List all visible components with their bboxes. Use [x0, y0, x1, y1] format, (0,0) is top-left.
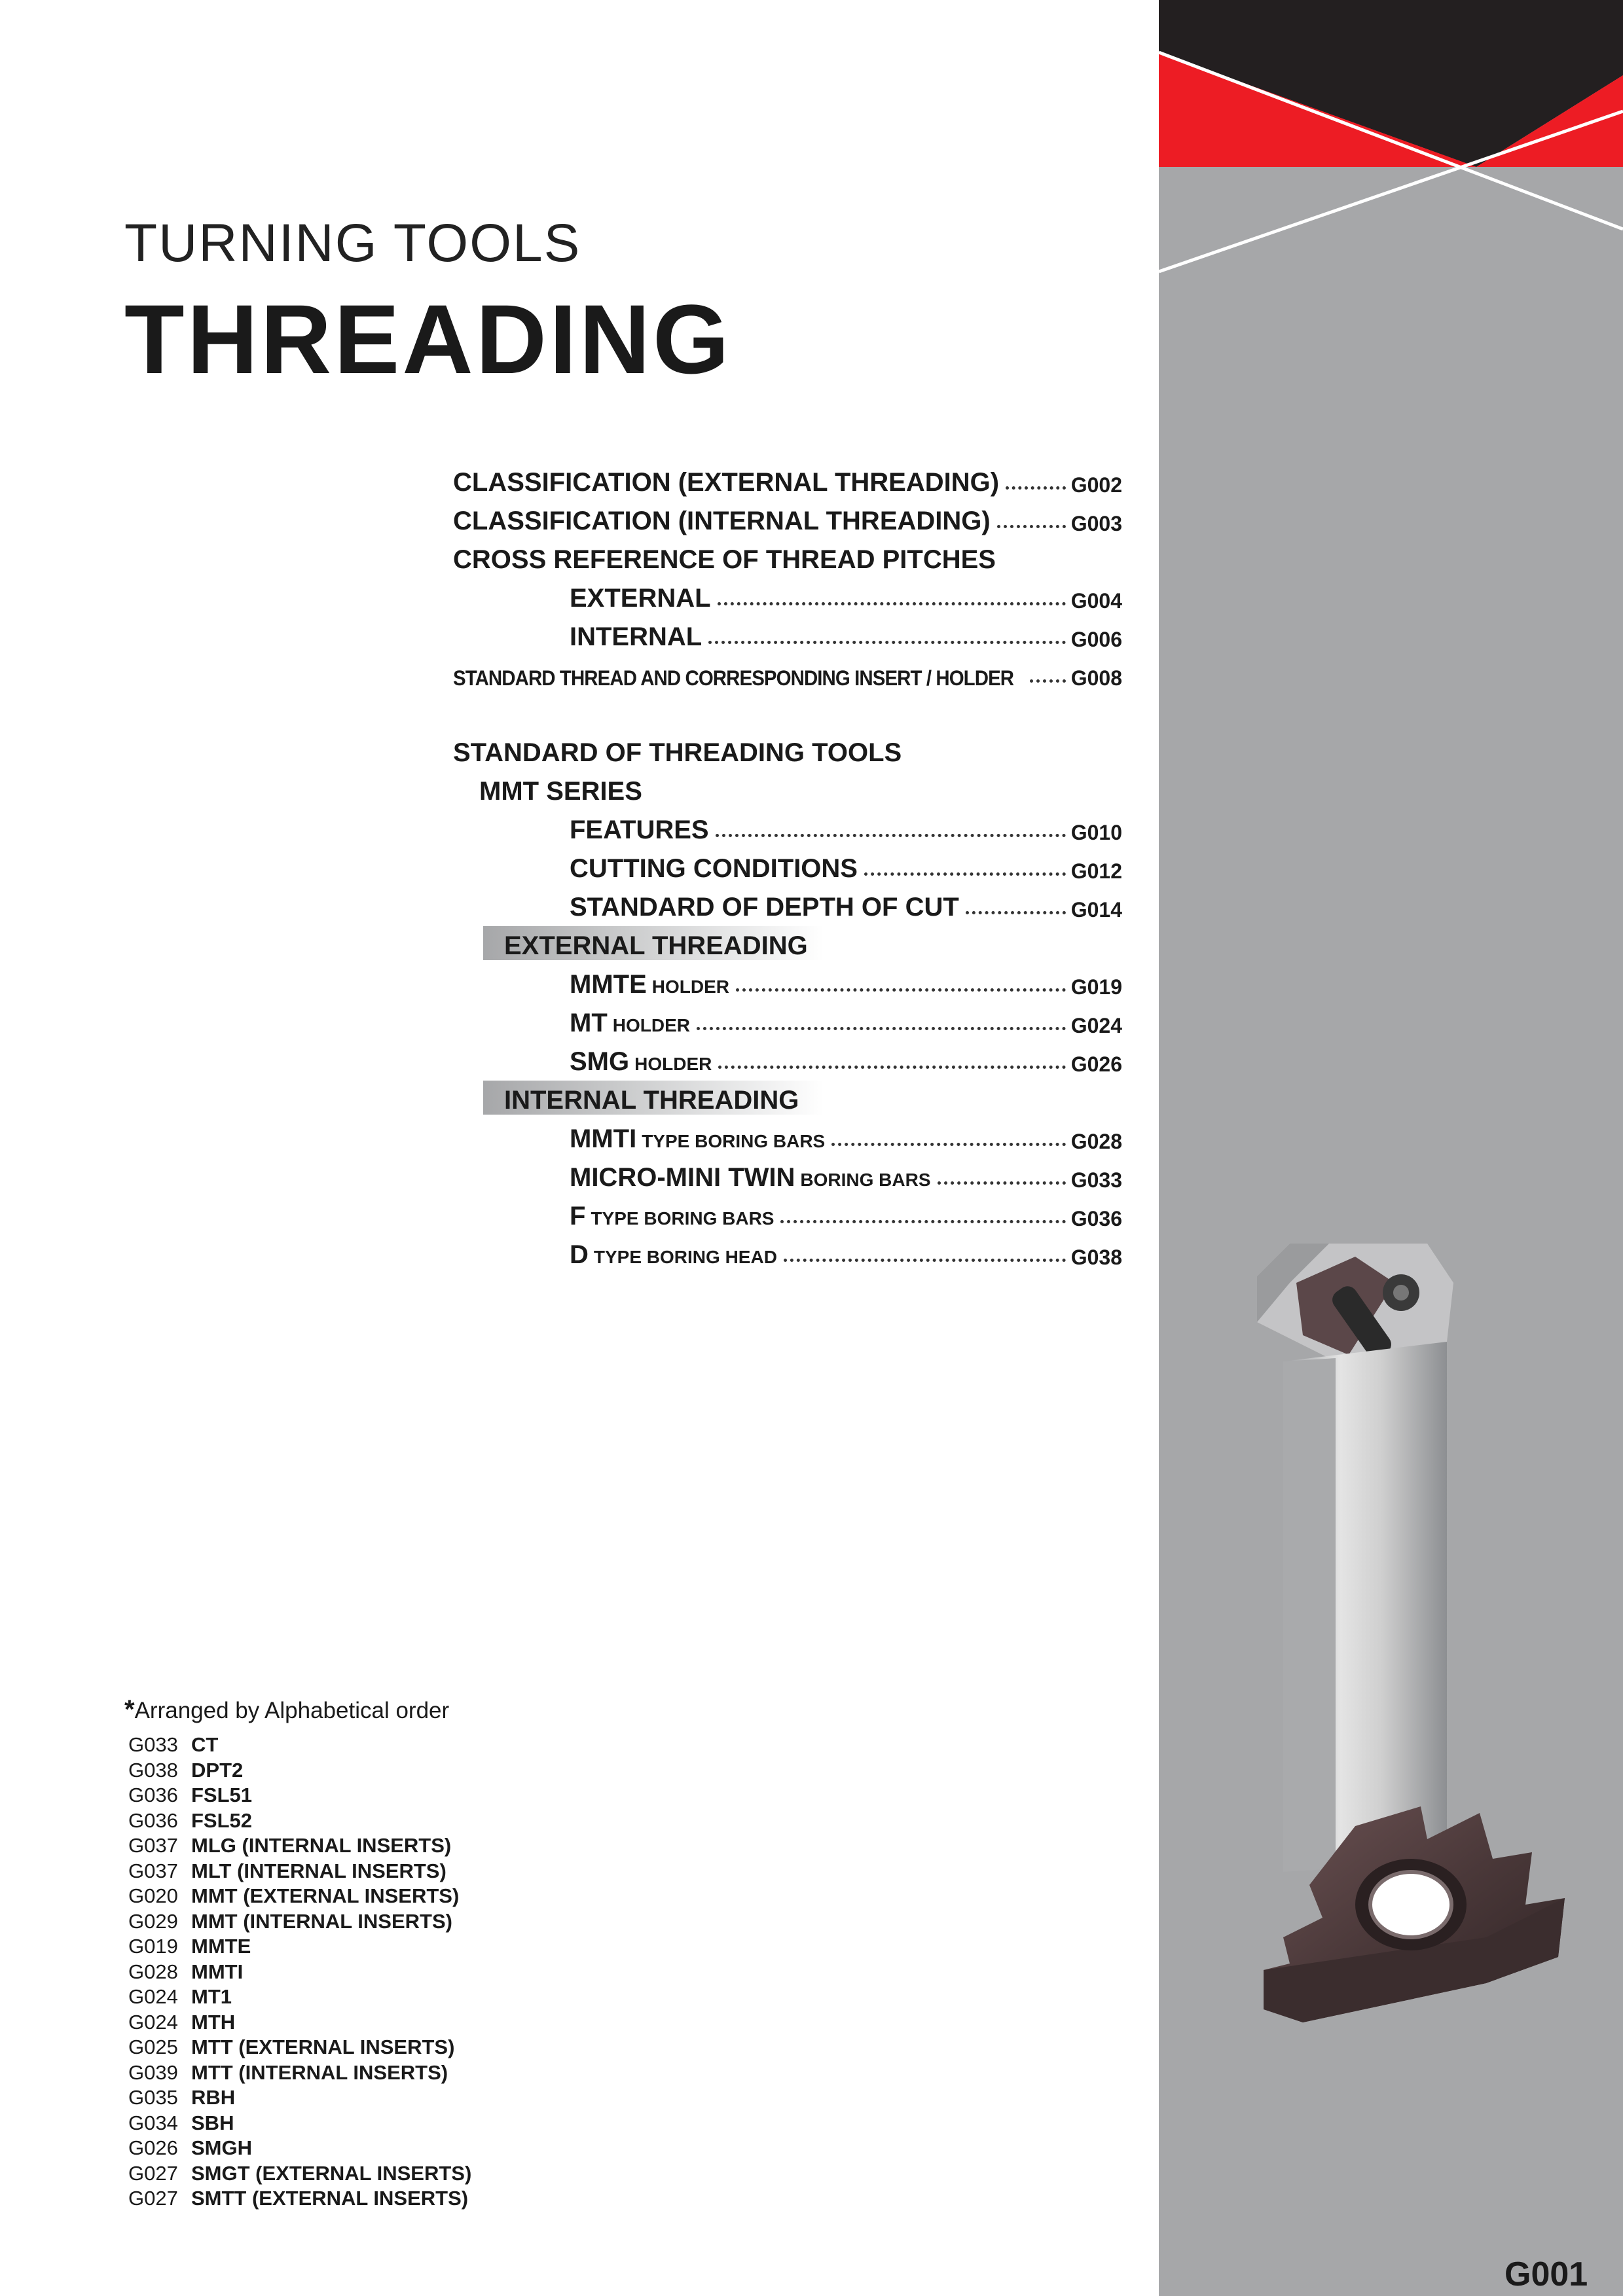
alphabetical-heading: [124, 1695, 449, 1725]
toc-page: G026: [1070, 1052, 1122, 1076]
toc-row-classification-external[interactable]: [453, 458, 1122, 497]
asterisk: *: [124, 1695, 135, 1724]
toc-label: EXTERNAL: [570, 584, 711, 613]
toc-row-micro-mini-twin[interactable]: [570, 1153, 1122, 1193]
toc-heading-mmt-series: [479, 767, 642, 806]
index-page-code: G024: [128, 2010, 178, 2034]
toc-page: G038: [1070, 1246, 1122, 1269]
toc-row-cutting-conditions[interactable]: [570, 844, 1122, 884]
index-item[interactable]: [128, 2036, 471, 2061]
toc-label: [570, 1124, 825, 1154]
toc-label-sub: HOLDER: [612, 1015, 690, 1035]
toc-label: MMT SERIES: [479, 777, 642, 806]
index-page-code: G038: [128, 1758, 178, 1782]
toc-row-f-type[interactable]: [570, 1192, 1122, 1231]
toc-heading-internal-threading: [504, 1076, 799, 1115]
toc-label-main: MMTI: [570, 1124, 637, 1153]
index-product-name: MTT (INTERNAL INSERTS): [191, 2060, 448, 2084]
leader-dots: [784, 1259, 1066, 1262]
toc-page: G019: [1070, 975, 1122, 999]
toc-heading-external-threading: [504, 922, 808, 961]
toc-label: [570, 1202, 774, 1231]
toc-label-sub: HOLDER: [651, 977, 729, 997]
toc-label: EXTERNAL THREADING: [504, 931, 808, 960]
index-product-name: CT: [191, 1733, 219, 1756]
index-page-code: G036: [128, 1784, 178, 1806]
leader-dots: [831, 1143, 1066, 1146]
index-item[interactable]: [128, 1834, 471, 1859]
index-product-name: MLG (INTERNAL INSERTS): [191, 1834, 452, 1857]
index-page-code: G025: [128, 2036, 178, 2058]
index-product-name: FSL52: [191, 1808, 253, 1832]
index-page-code: G028: [128, 1960, 178, 1983]
index-item[interactable]: [128, 2136, 471, 2162]
toc-page: G033: [1070, 1168, 1122, 1192]
toc-label: INTERNAL: [570, 622, 702, 651]
leader-dots: [716, 834, 1066, 837]
toc-label-main: MMTE: [570, 970, 647, 999]
toc-label: STANDARD OF DEPTH OF CUT: [570, 893, 959, 922]
index-product-name: SMTT (EXTERNAL INSERTS): [191, 2187, 469, 2210]
index-item[interactable]: [128, 1935, 471, 1960]
index-product-name: MMTI: [191, 1960, 244, 1983]
toc-row-features[interactable]: [570, 806, 1122, 845]
toc-heading-cross-reference: [453, 535, 996, 575]
alphabetical-heading-text: Arranged by Alphabetical order: [134, 1698, 450, 1723]
index-product-name: MTT (EXTERNAL INSERTS): [191, 2036, 455, 2058]
index-item[interactable]: [128, 2111, 471, 2137]
index-product-name: MMT (INTERNAL INSERTS): [191, 1909, 452, 1933]
toc-page: G003: [1070, 512, 1122, 535]
toc-row-classification-internal[interactable]: [453, 497, 1122, 536]
leader-dots: [997, 525, 1066, 528]
index-product-name: SBH: [191, 2111, 234, 2134]
toc-page: G002: [1070, 473, 1122, 497]
toc-label: [570, 1163, 931, 1193]
sidebar-graphic: [1159, 0, 1623, 327]
index-page-code: G024: [128, 1985, 178, 2008]
toc-row-depth-of-cut[interactable]: [570, 883, 1122, 922]
toc-label-sub: TYPE BORING BARS: [591, 1208, 775, 1229]
index-item[interactable]: [128, 2011, 471, 2036]
index-page-code: G033: [128, 1733, 178, 1756]
index-page-code: G027: [128, 2161, 178, 2185]
toc-label: [570, 1047, 712, 1077]
index-product-name: MT1: [191, 1985, 232, 2008]
toc-page: G028: [1070, 1130, 1122, 1153]
leader-dots: [780, 1220, 1065, 1223]
leader-dots: [736, 988, 1066, 992]
toc-page: G010: [1070, 821, 1122, 844]
leader-dots: [864, 872, 1066, 876]
index-product-name: DPT2: [191, 1758, 244, 1782]
threading-tool-photo: [1250, 1244, 1591, 2075]
toc-page: G008: [1070, 666, 1122, 690]
toc-row-standard-thread[interactable]: [453, 651, 1122, 691]
index-page-code: G029: [128, 1909, 178, 1933]
toc-label-sub: HOLDER: [634, 1054, 712, 1074]
toc-label: FEATURES: [570, 816, 709, 844]
index-product-name: MMT (EXTERNAL INSERTS): [191, 1884, 460, 1907]
leader-dots: [1030, 679, 1066, 683]
index-product-name: MLT (INTERNAL INSERTS): [191, 1859, 447, 1882]
toc-label: INTERNAL THREADING: [504, 1086, 799, 1115]
index-page-code: G035: [128, 2086, 178, 2109]
index-page-code: G026: [128, 2136, 178, 2159]
page-title: THREADING: [124, 284, 732, 394]
index-item[interactable]: [128, 2061, 471, 2087]
alphabetical-index: [128, 1733, 471, 2212]
toc-row-mt[interactable]: [570, 999, 1122, 1038]
toc-heading-standard-tools: [453, 728, 902, 768]
toc-row-mmti[interactable]: [570, 1115, 1122, 1154]
toc-label-main: SMG: [570, 1047, 630, 1076]
toc-label: CLASSIFICATION (EXTERNAL THREADING): [453, 468, 1000, 497]
index-item[interactable]: [128, 1910, 471, 1935]
toc-page: G012: [1070, 859, 1122, 883]
index-page-code: G027: [128, 2187, 178, 2210]
index-product-name: SMGT (EXTERNAL INSERTS): [191, 2161, 472, 2185]
index-item[interactable]: [128, 1759, 471, 1784]
toc-row-smg[interactable]: [570, 1037, 1122, 1077]
index-item[interactable]: [128, 2187, 471, 2212]
leader-dots: [938, 1181, 1066, 1185]
toc-label: CLASSIFICATION (INTERNAL THREADING): [453, 507, 991, 535]
leader-dots: [697, 1027, 1066, 1030]
index-product-name: SMGH: [191, 2136, 252, 2159]
toc-page: G036: [1070, 1207, 1122, 1230]
index-page-code: G019: [128, 1935, 178, 1958]
toc-label: STANDARD THREAD AND CORRESPONDING INSERT / HOLDER: [453, 666, 1014, 690]
index-product-name: RBH: [191, 2086, 236, 2109]
toc-label-sub: TYPE BORING HEAD: [593, 1247, 777, 1267]
toc-row-external[interactable]: [570, 574, 1122, 613]
leader-dots: [718, 602, 1066, 605]
section-title: TURNING TOOLS: [124, 213, 581, 273]
toc-label-main: D: [570, 1240, 589, 1269]
index-item[interactable]: [128, 1985, 471, 2011]
toc-label-sub: TYPE BORING BARS: [642, 1131, 826, 1151]
toc-row-d-type[interactable]: [570, 1230, 1122, 1270]
leader-dots: [718, 1066, 1065, 1069]
page-number: G001: [1504, 2255, 1588, 2293]
index-page-code: G037: [128, 1859, 178, 1882]
toc-label: [570, 1240, 777, 1270]
index-item[interactable]: [128, 1884, 471, 1910]
toc-row-internal[interactable]: [570, 613, 1122, 652]
toc-label-main: MT: [570, 1009, 608, 1037]
index-item[interactable]: [128, 1960, 471, 1986]
index-page-code: G037: [128, 1834, 178, 1857]
leader-dots: [708, 641, 1066, 644]
index-page-code: G034: [128, 2111, 178, 2134]
toc-label: [570, 970, 729, 999]
index-page-code: G039: [128, 2060, 178, 2084]
index-page-code: G020: [128, 1884, 178, 1907]
index-item[interactable]: [128, 1784, 471, 1809]
index-product-name: FSL51: [191, 1784, 253, 1806]
index-product-name: MMTE: [191, 1935, 251, 1958]
index-item[interactable]: [128, 1809, 471, 1835]
index-item[interactable]: [128, 1733, 471, 1759]
toc-page: G006: [1070, 628, 1122, 651]
toc-label-main: F: [570, 1202, 586, 1230]
toc-label-sub: BORING BARS: [800, 1170, 931, 1190]
toc-label: [570, 1009, 690, 1038]
toc-row-mmte[interactable]: [570, 960, 1122, 999]
leader-dots: [966, 911, 1066, 914]
toc-page: G024: [1070, 1014, 1122, 1037]
index-item[interactable]: [128, 1859, 471, 1885]
toc-label-main: MICRO-MINI TWIN: [570, 1163, 795, 1192]
toc-label: STANDARD OF THREADING TOOLS: [453, 738, 902, 767]
toc-label: CUTTING CONDITIONS: [570, 854, 858, 883]
index-page-code: G036: [128, 1808, 178, 1832]
toc-page: G014: [1070, 898, 1122, 922]
index-product-name: MTH: [191, 2010, 236, 2034]
leader-dots: [1006, 486, 1066, 490]
index-item[interactable]: [128, 2162, 471, 2187]
toc-page: G004: [1070, 589, 1122, 613]
toc-label: CROSS REFERENCE OF THREAD PITCHES: [453, 545, 996, 574]
index-item[interactable]: [128, 2086, 471, 2111]
